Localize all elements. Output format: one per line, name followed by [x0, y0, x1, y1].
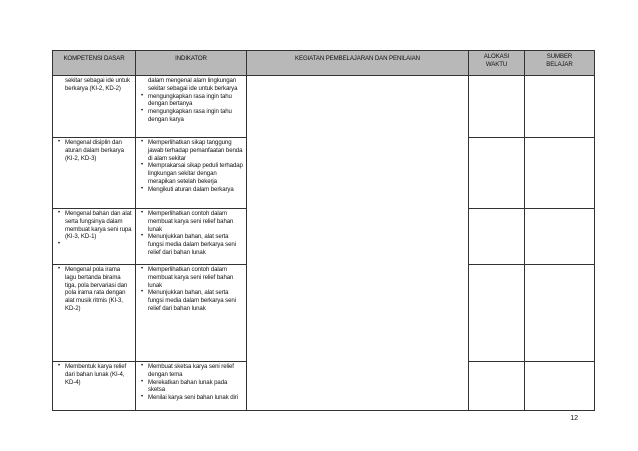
sumber-cell: [525, 209, 595, 265]
kd-cell: [53, 209, 136, 265]
indikator-text: • mengungkapkan rasa ingin tahu dengan karya: [140, 108, 243, 124]
alokasi-cell: [469, 209, 525, 265]
indikator-text: • Menunjukkan bahan, alat serta fungsi media dalam berkarya seni relief dari bahan lunak: [140, 233, 243, 256]
header-indikator: INDIKATOR: [136, 51, 247, 76]
kd-cell: [53, 138, 136, 209]
kegiatan-cell: [247, 76, 469, 411]
indikator-text: • mengungkapkan rasa ingin tahu dengan bertanya: [140, 93, 243, 109]
header-kompetensi-dasar: KOMPETENSI DASAR: [53, 51, 136, 76]
indikator-text: • Memperlihatkan contoh dalam membuat karya seni relief bahan lunak: [140, 266, 243, 289]
kd-text: [57, 241, 132, 249]
indikator-text: dalam mengenal alam lingkungan sekitar sebagai ide untuk berkarya: [148, 77, 238, 92]
indikator-cell: [136, 362, 247, 411]
indikator-cell: [136, 265, 247, 362]
kd-cell: [53, 76, 136, 138]
kd-text: • Mengenal pola irama lagu bertanda birama tiga, pola bervariasi dan pola irama rata dengan alat musik ritmis (KI-3, KD-2): [57, 266, 132, 313]
alokasi-cell: [469, 138, 525, 209]
indikator-text: • Memperlihatkan sikap tanggung jawab terhadap pemanfaatan benda di alam sekitar: [140, 139, 243, 162]
alokasi-cell: [469, 362, 525, 411]
kd-text: sekitar sebagai ide untuk berkarya (KI-2, KD-2): [65, 77, 130, 92]
sumber-cell: [525, 362, 595, 411]
kd-cell: [53, 362, 136, 411]
kd-text: • Mengenal disiplin dan aturan dalam berkarya (KI-2, KD-3): [57, 139, 132, 162]
indikator-text: • Membuat sketsa karya seni relief dengan tema: [140, 363, 243, 379]
sumber-cell: [525, 76, 595, 138]
indikator-text: • Mengikuti aturan dalam berkarya: [140, 186, 243, 194]
page-number: 12: [570, 415, 578, 422]
indikator-cell: [136, 138, 247, 209]
header-kegiatan: KEGIATAN PEMBELAJARAN DAN PENILAIAN: [247, 51, 469, 76]
kd-cell: [53, 265, 136, 362]
indikator-text: • Menunjukkan bahan, alat serta fungsi media dalam berkarya seni relief dari bahan lunak: [140, 289, 243, 312]
header-alokasi-waktu: [469, 51, 525, 76]
indikator-cell: [136, 76, 247, 138]
header-sumber-belajar: [525, 51, 595, 76]
table-header-row: [53, 51, 595, 76]
sumber-cell: [525, 265, 595, 362]
alokasi-cell: [469, 76, 525, 138]
alokasi-cell: [469, 265, 525, 362]
table-row: [53, 76, 595, 138]
syllabus-table: [52, 50, 595, 411]
indikator-text: • Memperlihatkan contoh dalam membuat karya seni relief bahan lunak: [140, 210, 243, 233]
sumber-cell: [525, 138, 595, 209]
kd-text: • Mengenal bahan dan alat serta fungsinya dalam membuat karya seni rupa (KI-3, KD-1): [57, 210, 132, 241]
header-alokasi-waktu-label: ALOKASI WAKTU: [483, 53, 510, 68]
indikator-text: • Merekatkan bahan lunak pada sketsa: [140, 379, 243, 395]
indikator-text: • Menilai karya seni bahan lunak diri: [140, 394, 243, 402]
indikator-text: • Memprakarsai sikap peduli terhadap lingkungan sekitar dengan merapikan setelah bekerja: [140, 162, 243, 185]
header-sumber-belajar-label: SUMBER BELAJAR: [546, 53, 573, 68]
kd-text: • Membentuk karya relief dari bahan lunak (KI-4, KD-4): [57, 363, 132, 386]
indikator-cell: [136, 209, 247, 265]
